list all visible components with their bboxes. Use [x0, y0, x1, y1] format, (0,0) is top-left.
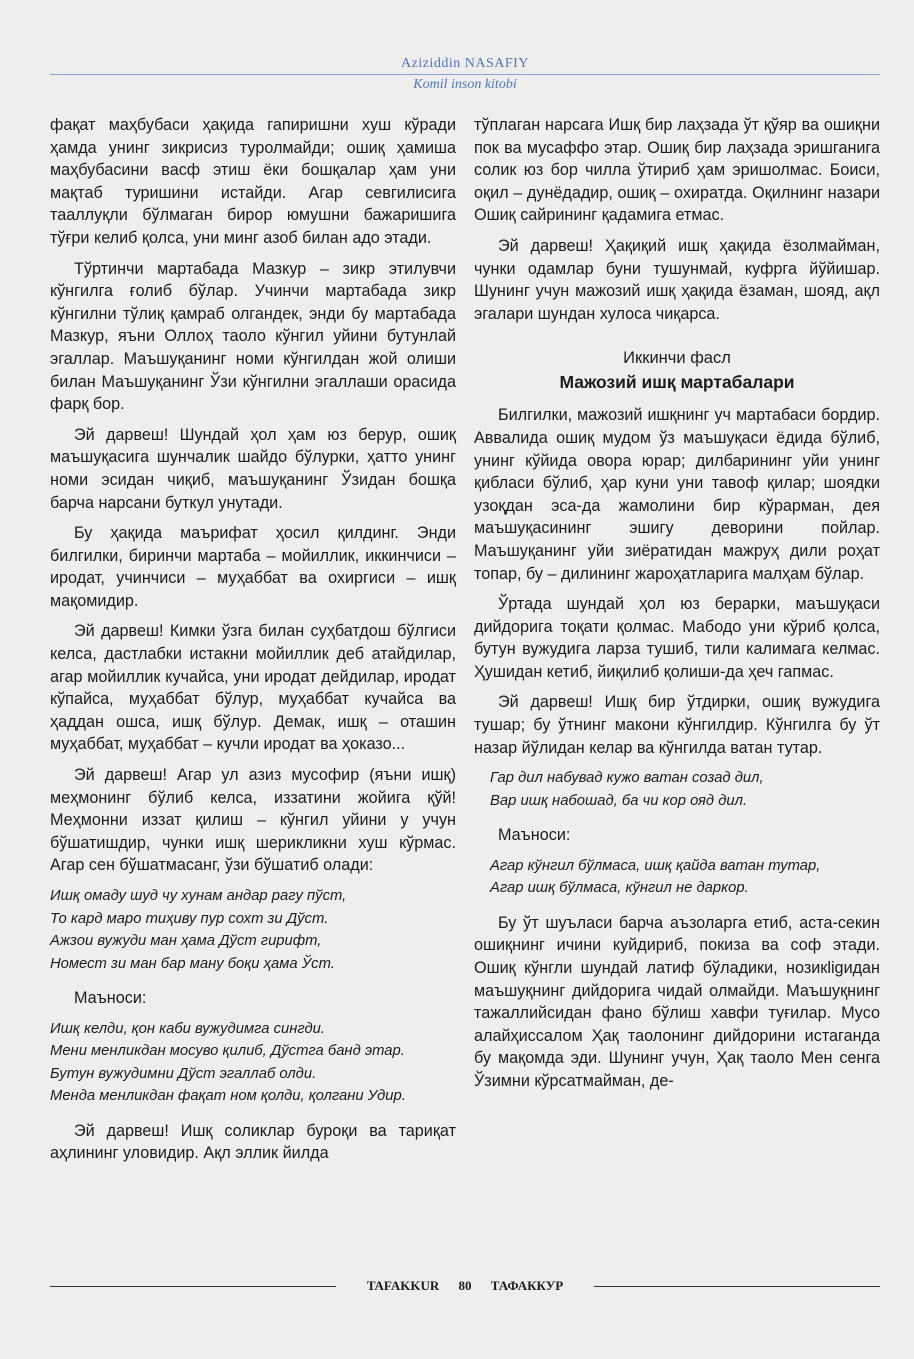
section-heading [474, 347, 880, 394]
verse-line: Вар ишқ набошад, ба чи кор ояд дил. [490, 792, 748, 809]
footer-magazine-cyrillic: ТАФАККУР [490, 1278, 564, 1293]
meaning-label: Маъноси: [74, 989, 147, 1007]
verse-persian [474, 767, 880, 812]
verse-line: Агар ишқ бўлмаса, кўнгил не даркор. [490, 880, 749, 897]
meaning-label: Маъноси: [498, 826, 571, 845]
verse-line: Ишқ омаду шуд чу хунам андар рагу пўст, [50, 888, 347, 904]
paragraph: Эй дарвеш! Ҳақиқий ишқ ҳақида ёзолмайман, чунки одамлар буни тушунмай, куфрга йўйишар. Шунинг учун мажозий ишқ ҳақида ёзаман, шояд, ақл эгалари шундан хулоса чиқарса. [474, 236, 880, 323]
paragraph: Эй дарвеш! Ишқ соликлар буроқи ва тариқат аҳлининг уловидир. Ақл эллик йилда [50, 1121, 456, 1163]
verse-line: Менда менликдан фақат ном қолди, қолгани Удир. [50, 1088, 406, 1105]
paragraph: Эй дарвеш! Ишқ бир ўтдирки, ошиқ вужудига тушар; бу ўтнинг макони кўнгилдир. Кўнгилга бу ўт назар йўлидан келар ва кўнгилда ватан тутар. [474, 693, 880, 757]
paragraph: Ўртада шундай ҳол юз берарки, маъшуқаси дийдорига тоқати қолмас. Мабодо уни кўриб қолса, бутун вужудига ларза тушиб, тили калимага келмас. Ҳушидан кетиб, йиқилиб қолиши-да ҳеч гапмас. [474, 595, 880, 681]
verse-line: Ишқ келди, қон каби вужудимга сингди. [50, 1020, 325, 1037]
left-column [50, 114, 456, 1173]
header-rule [50, 74, 880, 75]
chapter-label: Иккинчи фасл [623, 349, 731, 368]
page-footer [50, 1276, 880, 1296]
paragraph: тўплаган нарсага Ишқ бир лаҳзада ўт қўяр ва ошиқни пок ва мусаффо этар. Ошиқ бир лаҳзада эришганига солик юз бор чилла ўтириб ҳам эришолмас. Боиси, оқил – дунёдадир, ошиқ – охиратда. Оқилнинг назари Ошиқ сайрининг қадамига етмас. [474, 116, 880, 225]
paragraph: фақат маҳбубаси ҳақида гапиришни хуш кўради ҳамда унинг зикрисиз туролмайди; ошиқ ҳамиша маҳбубасини васф этиш ёки бошқалар ҳам уни мақтаб туришини истайди. Агар севгилисига тааллуқли бўлмаган бирор юмушни бажаришига тўғри келиб қолса, уни минг азоб билан адо этади. [50, 116, 456, 247]
paragraph: Билгилки, мажозий ишқнинг уч мартабаси бордир. Аввалида ошиқ мудом ўз маъшуқаси ёдида бўлиб, унинг кўйида овора юрар; дилбарининг уйи унинг қибласи бўлиб, ҳар куни уни тавоф қилар; шоядки узоқдан эса-да жамолини бир кўрарман, дея маъшуқасининг эшигу деворини пойлар. Маъшуқанинг уйи зиёратидан мажруҳ дили роҳат топар, бу – дилининг жароҳатларига малҳам бўлар. [474, 406, 880, 583]
paragraph: Эй дарвеш! Агар ул азиз мусофир (яъни ишқ) меҳмонинг бўлиб келса, иззатини жойига қўй! Меҳмонни иззат қилиш – кўнгил уйини у учун бўшатишдир, чунки ишқ шерикликни хуш кўрмас. Агар сен бўшатмасанг, ўзи бўшатиб олади: [50, 766, 456, 875]
verse-line: Номест зи ман бар ману боқи ҳама Ўст. [50, 955, 335, 972]
paragraph: Тўртинчи мартабада Мазкур – зикр этилувчи кўнгилга ғолиб бўлар. Учинчи мартабада зикр кўнгилни тўлиқ қамраб олгандек, энди бу мартабада Мазкур, яъни Оллоҳ таоло кўнгил уйини бутунлай эгаллар. Маъшуқанинг номи кўнгилдан жой олиши билан Маъшуқанинг Ўзи кўнгилни эгаллаши орасида фарқ бор. [50, 259, 456, 414]
footer-text [50, 1276, 880, 1296]
chapter-title: Мажозий ишқ мартабалари [559, 372, 795, 393]
verse-line: Агар кўнгил бўлмаса, ишқ қайда ватан тутар, [490, 857, 821, 874]
page-number: 80 [458, 1278, 472, 1293]
right-column [474, 114, 880, 1101]
verse-line: Мени менликдан мосуво қилиб, Дўстга банд этар. [50, 1043, 405, 1060]
verse-line: Ажзои вужуди ман ҳама Дўст гирифт, [50, 933, 322, 949]
verse-persian [50, 885, 456, 975]
running-header [50, 56, 880, 93]
header-book-title: Komil inson kitobi [413, 77, 517, 92]
verse-line: То кард маро тиҳиву пур сохт зи Дўст. [50, 910, 329, 927]
paragraph: Эй дарвеш! Кимки ўзга билан суҳбатдош бўлгиси келса, дастлабки истакни мойиллик деб атайдилар, агар мойиллик кучайса, уни иродат дейдилар, иродат кўпайса, муҳаббат бўлур, муҳаббат кучайса ва ҳаддан ошса, ишқ бўлур. Демак, ишқ – оташин муҳаббат, муҳаббат – кучли иродат ва ҳоказо... [50, 622, 456, 754]
verse-line: Гар дил набувад кужо ватан созад дил, [490, 770, 764, 787]
verse-translation [50, 1018, 456, 1108]
header-author: Aziziddin NASAFIY [401, 56, 529, 71]
paragraph: Бу ҳақида маърифат ҳосил қилдинг. Энди билгилки, биринчи мартаба – мойиллик, иккинчиси – иродат, учинчиси – муҳаббат ва охиргиси – ишқ мақомидир. [50, 524, 456, 610]
paragraph: Эй дарвеш! Шундай ҳол ҳам юз берур, ошиқ маъшуқасига шунчалик шайдо бўлурки, ҳатто унинг номи эсидан чиқиб, маъшуқанинг Ўзидан бошқа барча нарсани буткул унутади. [50, 425, 456, 512]
paragraph: Бу ўт шуъласи барча аъзоларга етиб, аста-секин ошиқнинг ичини куйдириб, покиза ва соф этади. Ошиқ кўнгли шундай латиф бўладики, нозикligидан маъшуқнинг дийдорига чидай олмайди. Маъшуқнинг тажаллийсидан фано бўлиш хавфи туғилар. Мусо алайҳиссалом Ҳақ таолонинг дийдорини истаганда бу мақомда эди. Шунинг учун, Ҳақ таоло Мен сенга Ўзимни кўрсатмайман, де- [474, 913, 880, 1090]
verse-translation [474, 855, 880, 900]
footer-magazine-latin: TAFAKKUR [366, 1278, 440, 1293]
verse-line: Бутун вужудимни Дўст эгаллаб олди. [50, 1065, 317, 1082]
